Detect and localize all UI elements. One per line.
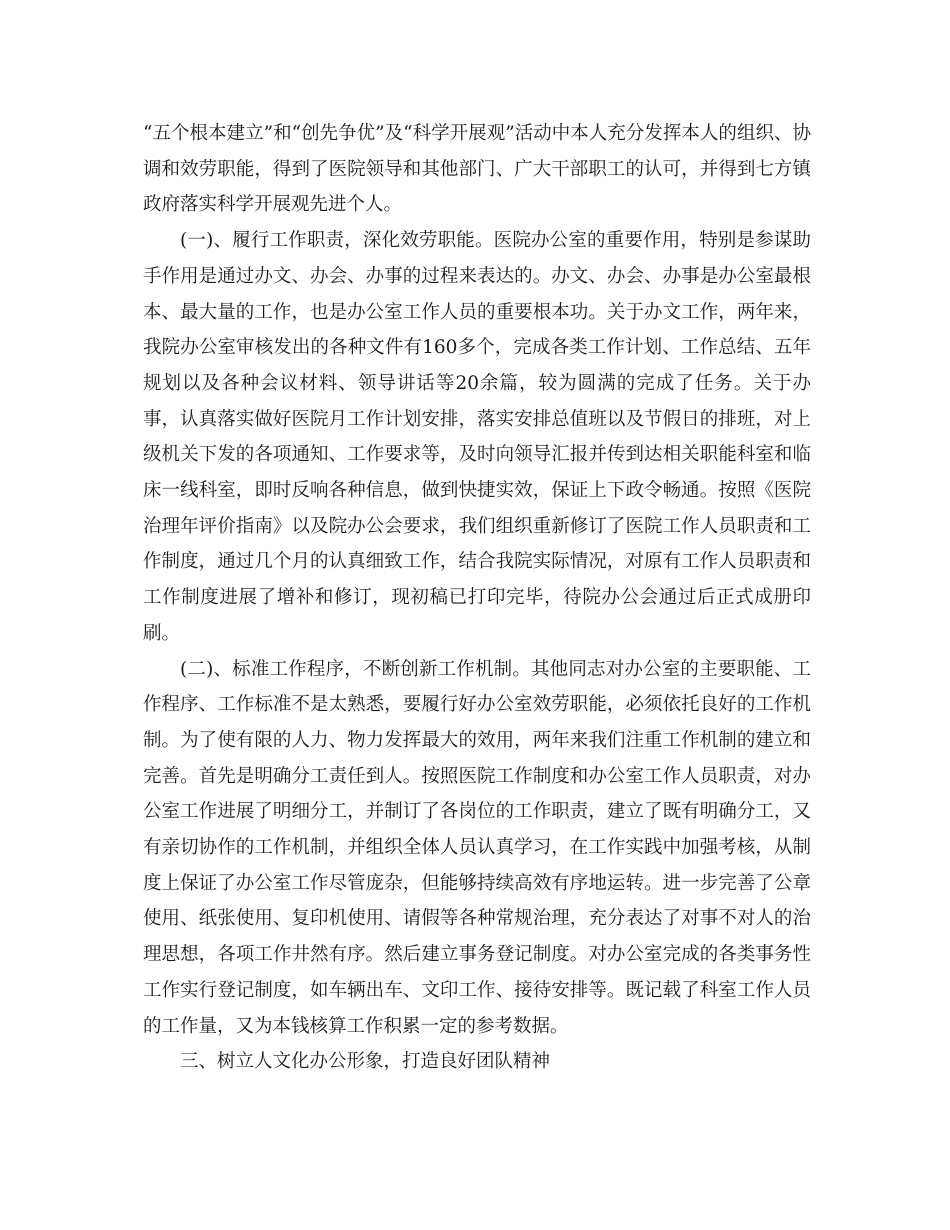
section-heading-3: 三、树立人文化办公形象，打造良好团队精神 [180, 1051, 551, 1073]
document-body [143, 116, 811, 1080]
paragraph-section-1: (一)、履行工作职责，深化效劳职能。医院办公室的重要作用，特别是参谋助手作用是通过办文、办会、办事的过程来表达的。办文、办会、办事是办公室最根本、最大量的工作，也是办公室工作人员的重要根本功。关于办文工作，两年来，我院办公室审核发出的各种文件有160多个，完成各类工作计划、工作总结、五年规划以及各种会议材料、领导讲话等20余篇，较为圆满的完成了任务。关于办事，认真落实做好医院月工作计划安排，落实安排总值班以及节假日的排班，对上级机关下发的各项通知、工作要求等，及时向领导汇报并传到达相关职能科室和临床一线科室，即时反响各种信息，做到快捷实效，保证上下政令畅通。按照《医院治理年评价指南》以及院办公会要求，我们组织重新修订了医院工作人员职责和工作制度，通过几个月的认真细致工作，结合我院实际情况，对原有工作人员职责和工作制度进展了增补和修订，现初稿已打印完毕，待院办公会通过后正式成册印刷。 [143, 230, 811, 644]
paragraph-continuation: “五个根本建立”和“创先争优”及“科学开展观”活动中本人充分发挥本人的组织、协调和效劳职能，得到了医院领导和其他部门、广大干部职工的认可，并得到七方镇政府落实科学开展观先进个人。 [143, 123, 811, 216]
paragraph-section-2: (二)、标准工作程序，不断创新工作机制。其他同志对办公室的主要职能、工作程序、工作标准不是太熟悉，要履行好办公室效劳职能，必须依托良好的工作机制。为了使有限的人力、物力发挥最大的效用，两年来我们注重工作机制的建立和完善。首先是明确分工责任到人。按照医院工作制度和办公室工作人员职责，对办公室工作进展了明细分工，并制订了各岗位的工作职责，建立了既有明确分工，又有亲切协作的工作机制，并组织全体人员认真学习，在工作实践中加强考核，从制度上保证了办公室工作尽管庞杂，但能够持续高效有序地运转。进一步完善了公章使用、纸张使用、复印机使用、请假等各种常规治理，充分表达了对事不对人的治理思想，各项工作井然有序。然后建立事务登记制度。对办公室完成的各类事务性工作实行登记制度，如车辆出车、文印工作、接待安排等。既记载了科室工作人员的工作量，又为本钱核算工作积累一定的参考数据。 [143, 658, 811, 1037]
